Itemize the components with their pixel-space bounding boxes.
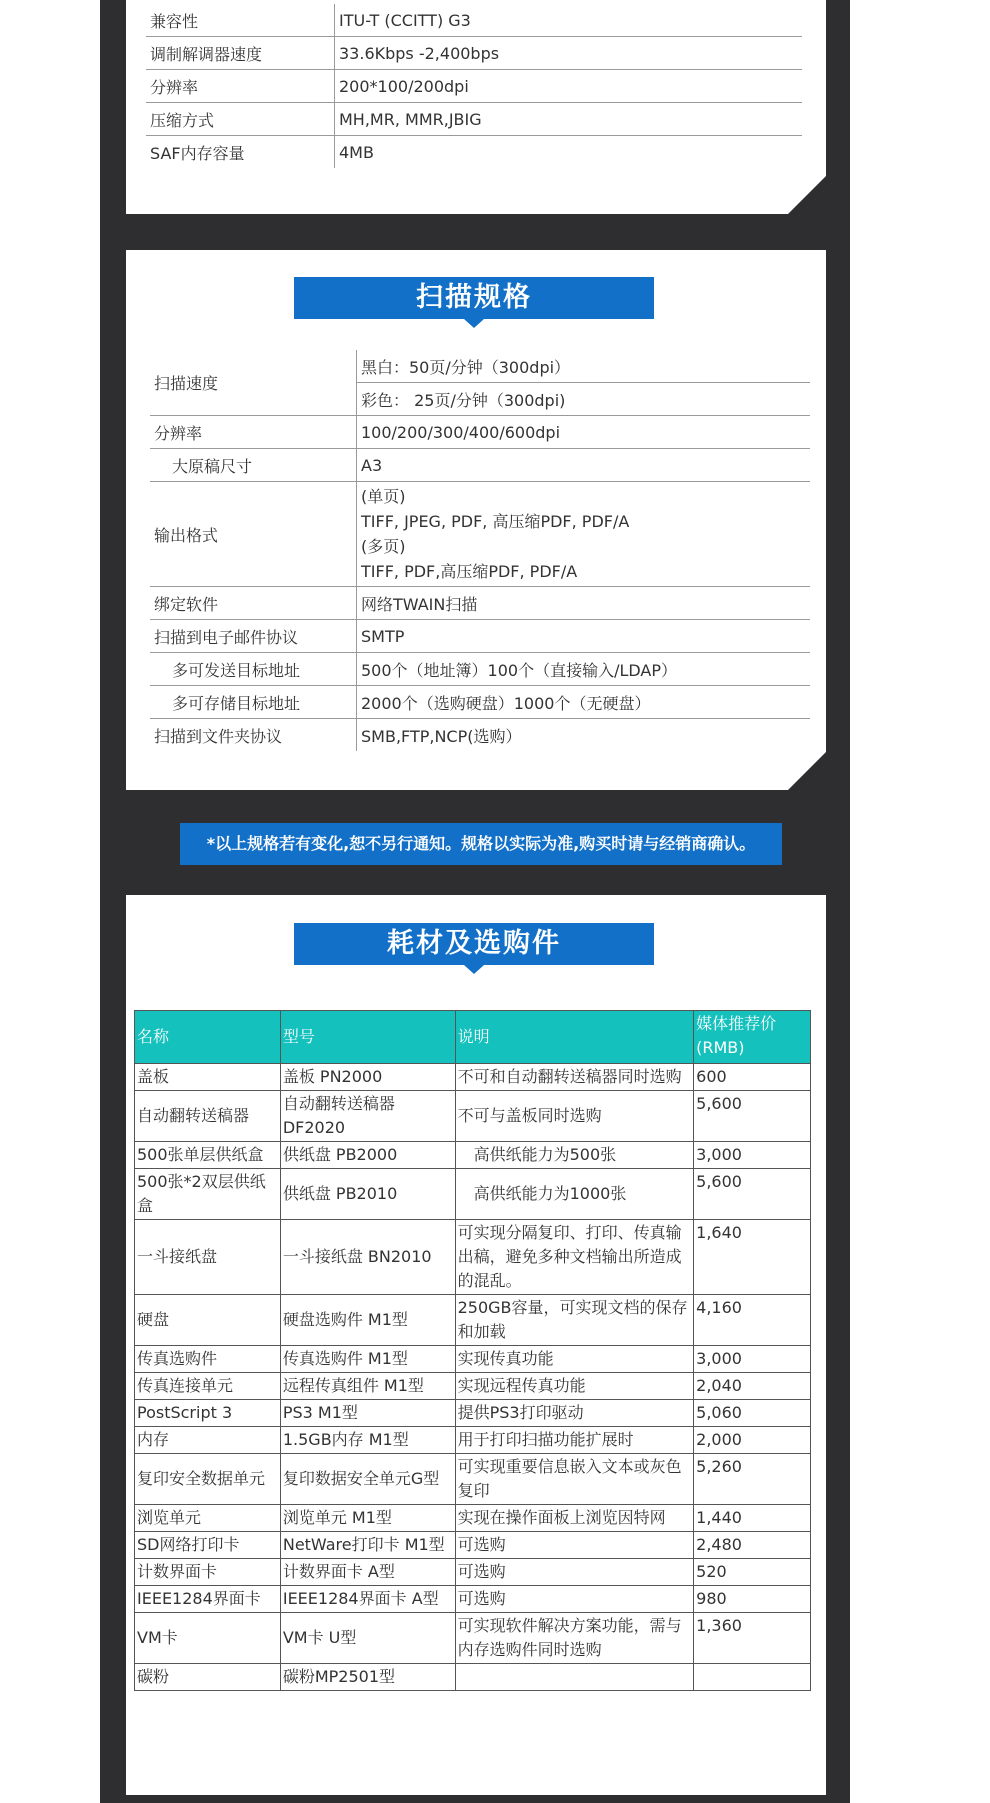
table-row: 硬盘 硬盘选购件 M1型 250GB容量，可实现文档的保存和加载 4,160 (135, 1295, 811, 1346)
table-row: 自动翻转送稿器 自动翻转送稿器DF2020 不可与盖板同时选购 5,600 (135, 1091, 811, 1142)
spec-row: 扫描到文件夹协议 SMB,FTP,NCP(选购） (150, 719, 810, 752)
spec-row: 绑定软件 网络TWAIN扫描 (150, 587, 810, 620)
table-row: 一斗接纸盘 一斗接纸盘 BN2010 可实现分隔复印、打印、传真输出稿，避免多种文档输出所造成的混乱。 1,640 (135, 1220, 811, 1295)
scan-spec-panel (126, 250, 826, 790)
table-row: 传真选购件 传真选购件 M1型 实现传真功能 3,000 (135, 1346, 811, 1373)
fax-spec-table (146, 4, 802, 168)
spec-row: SAF内存容量 4MB (146, 136, 802, 169)
spec-row: 分辨率 100/200/300/400/600dpi (150, 416, 810, 449)
table-row: IEEE1284界面卡 IEEE1284界面卡 A型 可选购 980 (135, 1586, 811, 1613)
table-row: 内存 1.5GB内存 M1型 用于打印扫描功能扩展时 2,000 (135, 1427, 811, 1454)
table-row: 计数界面卡 计数界面卡 A型 可选购 520 (135, 1559, 811, 1586)
spec-row: 扫描到电子邮件协议 SMTP (150, 620, 810, 653)
column-header: 名称 (135, 1011, 281, 1064)
spec-row: 大原稿尺寸 A3 (150, 449, 810, 482)
table-row: 浏览单元 浏览单元 M1型 实现在操作面板上浏览因特网 1,440 (135, 1505, 811, 1532)
column-header: 媒体推荐价(RMB) (694, 1011, 811, 1064)
spec-row: 调制解调器速度 33.6Kbps -2,400bps (146, 37, 802, 70)
section-title: 扫描规格 (294, 277, 654, 319)
table-row: VM卡 VM卡 U型 可实现软件解决方案功能，需与内存选购件同时选购 1,360 (135, 1613, 811, 1664)
disclaimer-notice: *以上规格若有变化,恕不另行通知。规格以实际为准,购买时请与经销商确认。 (180, 823, 782, 865)
column-header: 说明 (455, 1011, 694, 1064)
output-formats: (单页) TIFF, JPEG, PDF, 高压缩PDF, PDF/A (多页) TIFF, PDF,高压缩PDF, PDF/A (357, 482, 811, 587)
spec-row: 分辨率 200*100/200dpi (146, 70, 802, 103)
spec-row: 多可发送目标地址 500个（地址簿）100个（直接输入/LDAP） (150, 653, 810, 686)
table-row: SD网络打印卡 NetWare打印卡 M1型 可选购 2,480 (135, 1532, 811, 1559)
spec-row: 扫描速度 黑白：50页/分钟（300dpi） (150, 350, 810, 383)
table-row: 复印安全数据单元 复印数据安全单元G型 可实现重要信息嵌入文本或灰色复印 5,260 (135, 1454, 811, 1505)
accessories-table (134, 1010, 811, 1691)
table-row: 盖板 盖板 PN2000 不可和自动翻转送稿器同时选购 600 (135, 1064, 811, 1091)
column-header: 型号 (280, 1011, 455, 1064)
section-title: 耗材及选购件 (294, 923, 654, 965)
table-row: PostScript 3 PS3 M1型 提供PS3打印驱动 5,060 (135, 1400, 811, 1427)
table-row: 500张单层供纸盒 供纸盘 PB2000 高供纸能力为500张 3,000 (135, 1142, 811, 1169)
table-row: 传真连接单元 远程传真组件 M1型 实现远程传真功能 2,040 (135, 1373, 811, 1400)
scan-spec-table (150, 350, 810, 751)
table-row: 碳粉 碳粉MP2501型 (135, 1664, 811, 1691)
spec-row: 输出格式 (单页) TIFF, JPEG, PDF, 高压缩PDF, PDF/A (多页) TIFF, PDF,高压缩PDF, PDF/A (150, 482, 810, 587)
spec-row: 兼容性 ITU-T (CCITT) G3 (146, 4, 802, 37)
spec-row: 彩色： 25页/分钟（300dpi) (150, 383, 810, 416)
table-row: 500张*2双层供纸盒 供纸盘 PB2010 高供纸能力为1000张 5,600 (135, 1169, 811, 1220)
spec-row: 多可存储目标地址 2000个（选购硬盘）1000个（无硬盘） (150, 686, 810, 719)
table-header-row (135, 1011, 811, 1064)
fax-spec-panel (126, 0, 826, 214)
spec-row: 压缩方式 MH,MR, MMR,JBIG (146, 103, 802, 136)
